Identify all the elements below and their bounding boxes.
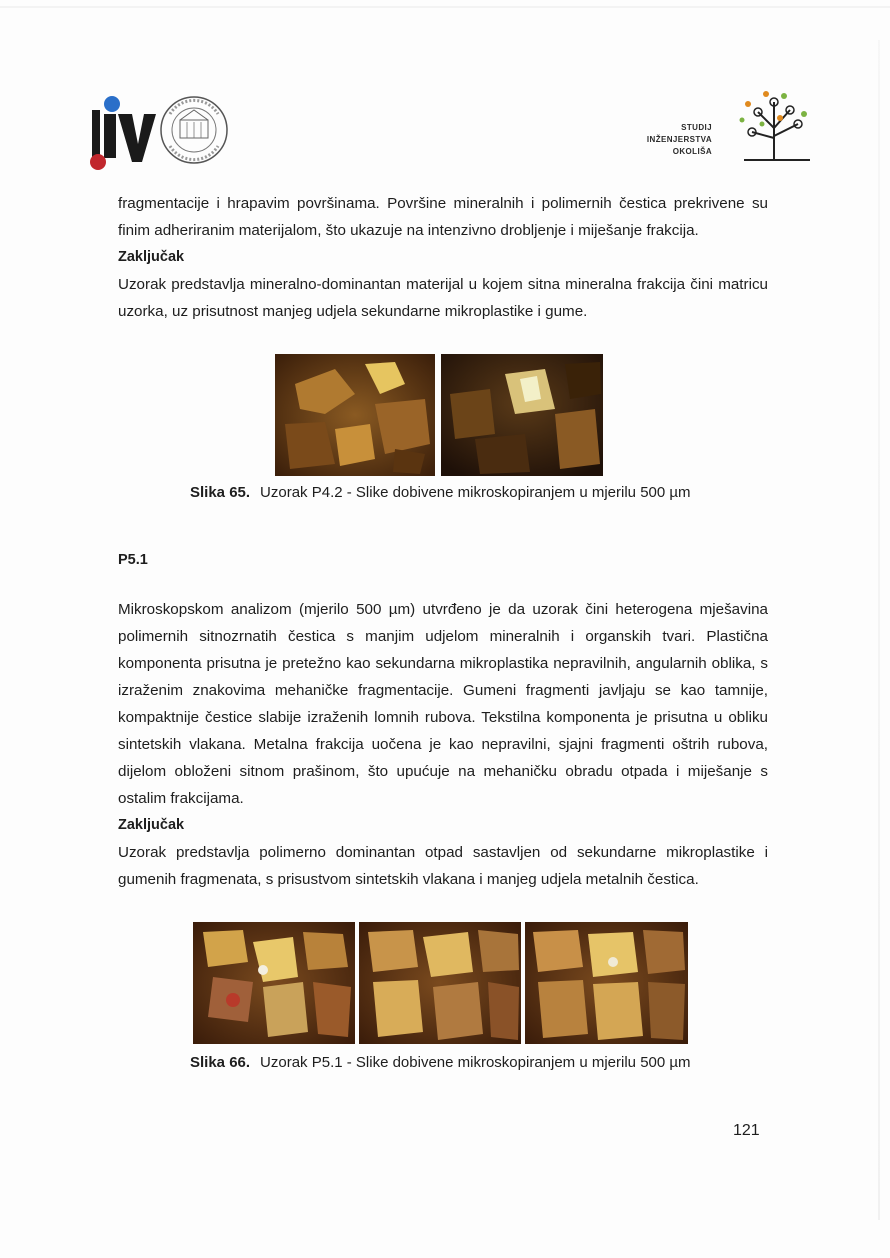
tree-circuit-icon — [718, 88, 810, 168]
caption-label: Slika 66. — [190, 1054, 251, 1071]
logo-text-line: INŽENJERSTVA — [646, 135, 712, 144]
logo-text-line: STUDIJ — [681, 123, 712, 132]
paragraph: Uzorak predstavlja mineralno-dominantan materijal u kojem sitna mineralna frakcija čini matricu uzorka, uz prisutnost manjeg udjela sekundarne mikroplastike i gume. — [118, 276, 768, 320]
figure-66-caption — [190, 1054, 691, 1071]
section-title: P5.1 — [118, 552, 148, 568]
text-block-top — [118, 190, 768, 325]
figure-65-images — [275, 354, 603, 476]
logo-text-line: OKOLIŠA — [672, 147, 712, 156]
microscope-photo — [275, 354, 603, 476]
figure-65-caption — [190, 484, 691, 501]
paragraph: fragmentacije i hrapavim površinama. Površine mineralnih i polimernih čestica prekrivene su finim adheriranim materijalom, što ukazuje na intenzivno drobljenje i miješanje frakcija. — [118, 195, 768, 239]
study-program-logo — [646, 88, 810, 173]
section-heading: Zaključak — [118, 249, 185, 265]
caption-text: Uzorak P4.2 - Slike dobivene mikroskopiranjem u mjerilu 500 µm — [260, 484, 691, 501]
scan-edge — [878, 40, 880, 1220]
section-heading: Zaključak — [118, 817, 185, 833]
text-block-section — [118, 596, 768, 893]
scan-edge — [0, 6, 890, 8]
university-seal-logo — [84, 92, 234, 172]
caption-label: Slika 65. — [190, 484, 251, 501]
paragraph: Mikroskopskom analizom (mjerilo 500 µm) utvrđeno je da uzorak čini heterogena mješavina polimernih sitnozrnatih čestica s manjim udjelom mineralnih i organskih tvari. Plastična komponenta prisutna je pretežno kao sekundarna mikroplastika nepravilnih, angularnih oblika, s izraženim znakovima mehaničke fragmentacije. Gumeni fragmenti javljaju se kao tamnije, kompaktnije čestice slabije izraženih lomnih rubova. Tekstilna komponenta je prisutna u obliku sintetskih vlakana. Metalna frakcija uočena je kao nepravilni, sjajni fragmenti oštrih rubova, dijelom obloženi sitnom prašinom, što upućuje na mehaničku obradu otpada i miješanje s ostalim frakcijama. — [118, 601, 768, 807]
paragraph: Uzorak predstavlja polimerno dominantan otpad sastavljen od sekundarne mikroplastike i gumenih fragmenata, s prisustvom sintetskih vlakana i manjeg udjela metalnih čestica. — [118, 844, 768, 888]
microscope-photo — [193, 922, 688, 1044]
page-number: 121 — [733, 1122, 760, 1139]
figure-66-images — [193, 922, 688, 1044]
caption-text: Uzorak P5.1 - Slike dobivene mikroskopiranjem u mjerilu 500 µm — [260, 1054, 691, 1071]
